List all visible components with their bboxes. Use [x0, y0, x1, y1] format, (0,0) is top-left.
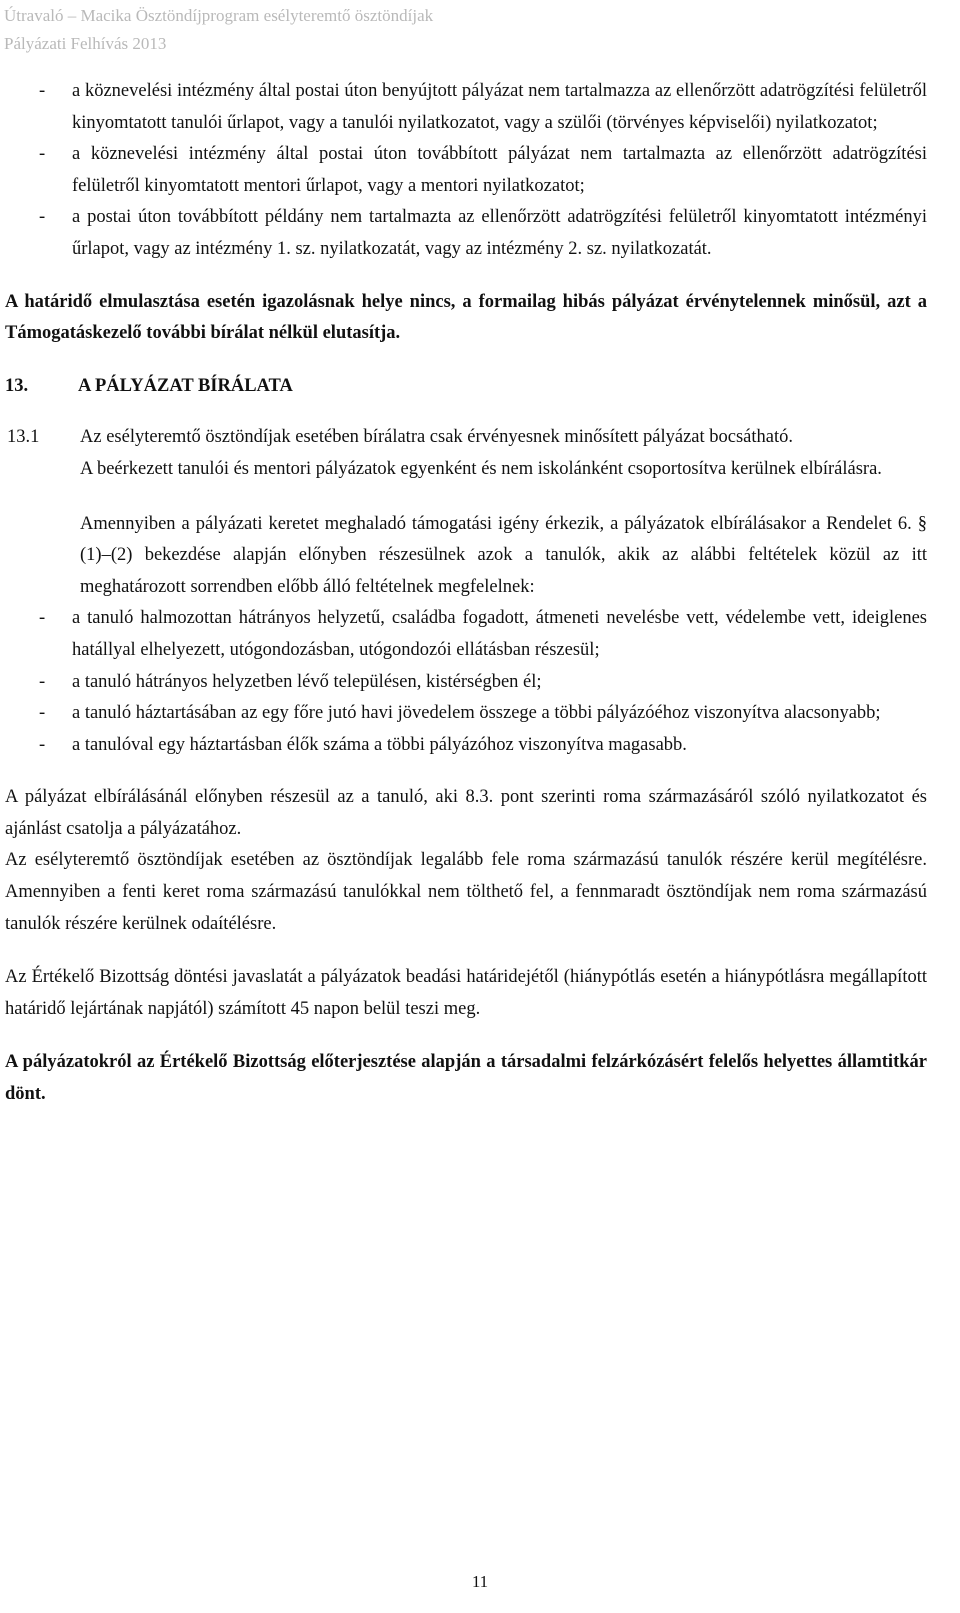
- page-content: [5, 76, 927, 1111]
- section-heading: [5, 371, 927, 403]
- list-dash: -: [39, 703, 46, 724]
- list-dash: -: [39, 81, 46, 101]
- list-item: [5, 730, 927, 762]
- section-number: 13.: [5, 375, 29, 396]
- list-dash: -: [39, 207, 46, 228]
- subsection-13-1: [5, 422, 927, 454]
- list-dash: -: [39, 608, 46, 629]
- document-header: [4, 2, 433, 58]
- list-dash: -: [39, 734, 46, 755]
- paragraph-priority: Amennyiben a pályázati keretet meghaladó támogatási igény érkezik, a pályázatok elbírálásakor a Rendelet 6. § (1)–(2) bekezdése alapján előnyben részesülnek azok a tanulók, akik az alábbi feltételek közül az itt meghatározott sorrendben előbb álló feltételnek megfelelnek:: [80, 513, 927, 597]
- list-item: [5, 139, 927, 202]
- paragraph-roma-preference: A pályázat elbírálásánál előnyben részesül az a tanuló, aki 8.3. pont szerinti roma származásáról szóló nyilatkozatot és ajánlást csatolja a pályázatához.: [5, 787, 927, 839]
- list-item-text: a postai úton továbbított példány nem tartalmazta az ellenőrzött adatrögzítési felületről kinyomtatott intézményi űrlapot, vagy az intézmény 1. sz. nyilatkozatát, vagy az intézmény 2. sz. nyilatkozatát.: [72, 207, 927, 259]
- final-decision: A pályázatokról az Értékelő Bizottság előterjesztése alapján a társadalmi felzárkózásért felelős helyettes államtitkár dönt.: [5, 1052, 927, 1105]
- list-item-text: a tanuló háztartásában az egy főre jutó havi jövedelem összege a többi pályázóéhoz viszonyítva alacsonyabb;: [72, 703, 881, 724]
- list-dash: -: [39, 671, 46, 692]
- subsection-number: 13.1: [7, 427, 40, 448]
- section-title: A PÁLYÁZAT BÍRÁLATA: [78, 375, 293, 396]
- page-number: 11: [471, 1572, 489, 1591]
- list-dash: -: [39, 144, 46, 165]
- list-item: [5, 698, 927, 730]
- paragraph-evaluation: A beérkezett tanulói és mentori pályázatok egyenként és nem iskolánként csoportosítva kerülnek elbírálásra.: [80, 458, 882, 479]
- paragraph-committee: Az Értékelő Bizottság döntési javaslatát a pályázatok beadási határidejétől (hiánypótlás esetén a hiánypótlásra megállapított határidő lejártának napjától) számított 45 napon belül teszi meg.: [5, 967, 927, 1019]
- list-item-text: a tanuló halmozottan hátrányos helyzetű, családba fogadott, átmeneti nevelésbe vett, védelembe vett, ideiglenes hatállyal elhelyezett, utógondozásban, utógondozói ellátásban részesül;: [72, 608, 927, 660]
- deadline-notice: A határidő elmulasztása esetén igazolásnak helye nincs, a formailag hibás pályázat érvénytelennek minősül, azt a Támogatáskezelő további bírálat nélkül elutasítja.: [5, 291, 927, 344]
- list-item: [5, 667, 927, 699]
- subsection-text: Az esélyteremtő ösztöndíjak esetében bírálatra csak érvényesnek minősített pályázat bocsátható.: [80, 427, 793, 448]
- list-item-text: a tanulóval egy háztartásban élők száma a többi pályázóhoz viszonyítva magasabb.: [72, 734, 687, 755]
- header-program-title: Útravaló – Macika Ösztöndíjprogram esélyteremtő ösztöndíjak: [4, 6, 434, 25]
- list-item: [5, 603, 927, 666]
- list-item: [5, 202, 927, 265]
- list-item-text: a tanuló hátrányos helyzetben lévő településen, kistérségben él;: [72, 671, 542, 692]
- list-item-text: a köznevelési intézmény által postai úton benyújtott pályázat nem tartalmazza az ellenőrzött adatrögzítési felületről kinyomtatott tanulói űrlapot, vagy a tanulói nyilatkozatot, vagy a szülői (törvényes képviselői) nyilatkozatot;: [72, 81, 927, 133]
- list-item-text: a köznevelési intézmény által postai úton továbbított pályázat nem tartalmazta az ellenőrzött adatrögzítési felületről kinyomtatott mentori űrlapot, vagy a mentori nyilatkozatot;: [72, 144, 927, 196]
- list-item: [5, 76, 927, 139]
- header-call-title: Pályázati Felhívás 2013: [4, 34, 167, 53]
- paragraph-roma-quota: Az esélyteremtő ösztöndíjak esetében az ösztöndíjak legalább fele roma származású tanulók részére kerül megítélésre. Amennyiben a fenti keret roma származású tanulókkal nem tölthető fel, a fennmaradt ösztöndíjak nem roma származású tanulók részére kerülnek odaítélésre.: [5, 850, 927, 934]
